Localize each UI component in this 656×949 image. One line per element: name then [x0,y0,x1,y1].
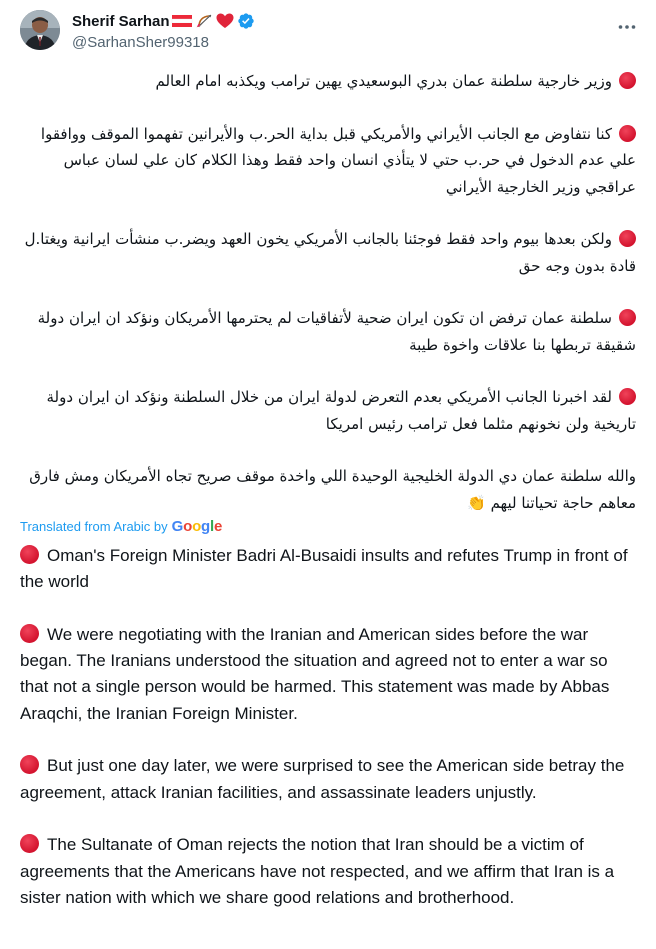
english-paragraph: The Sultanate of Oman rejects the notion that Iran should be a victim of agreements that the Americans have not respected, and we affirm that Iran is a sister nation with which we share good relations and brotherhood. [20,835,615,907]
red-circle-icon [619,230,636,247]
red-circle-icon [20,834,39,853]
clapping-hands-icon: 👏 [467,493,486,512]
translation-label[interactable]: Translated from Arabic by [20,519,168,534]
bow-and-arrow-icon [196,13,214,29]
tweet-header [20,6,640,56]
more-options-icon [617,17,637,37]
english-paragraph: Oman's Foreign Minister Badri Al-Busaidi insults and refutes Trump in front of the world [20,546,628,592]
display-name[interactable]: Sherif Sarhan [72,12,170,30]
more-options-button[interactable] [614,14,640,40]
red-circle-icon [20,545,39,564]
red-circle-icon [619,125,636,142]
verified-badge-icon[interactable] [237,12,255,30]
red-circle-icon [619,388,636,405]
red-circle-icon [20,624,39,643]
english-paragraph: But just one day later, we were surprised to see the American side betray the agreement, attack Iranian facilities, and assassinate leaders unjustly. [20,756,625,802]
avatar[interactable] [20,10,60,50]
arabic-paragraph: ولكن بعدها بيوم واحد فقط فوجئنا بالجانب الأمريكي يخون العهد ويضر.ب منشأت ايرانية ويغتا.ل قادة بدون وجه حق [24,230,636,275]
google-logo: Google [171,518,223,535]
tweet-text-english [20,543,638,937]
arabic-paragraph: وزير خارجية سلطنة عمان بدري البوسعيدي يهين ترامب ويكذبه امام العالم [20,68,636,95]
author-handle[interactable]: @SarhanSher99318 [72,34,209,51]
arabic-paragraph: والله سلطنة عمان دي الدولة الخليجية الوحيدة اللي واخدة موقف صريح تجاه الأمريكان ومش فارق معاهم حاجة تحياتنا ليهم 👏 [29,467,636,512]
english-paragraph: We were negotiating with the Iranian and American sides before the war began. The Iranians understood the situation and agreed not to enter a war so that not a single person would be harmed. This statement was made by Abbas Araqchi, the Iranian Foreign Minister. [20,624,610,723]
austria-flag-icon [171,14,193,28]
arabic-paragraph: سلطنة عمان ترفض ان تكون ايران ضحية لأتفاقيات لم يحترمها الأمريكان ونؤكد ان ايران دولة شقيقة تربطها بنا علاقات واخوة طيبة [37,309,636,354]
author-names [72,10,255,51]
arabic-paragraph: كنا نتفاوض مع الجانب الأيراني والأمريكي قبل بداية الحر.ب والأيرانين تفهموا الموقف ووافقوا علي عدم الدخول في حر.ب حتي لا يتأذي انسان واحد فقط وهذا الكلام كان علي لسان عباس عراقجي وزير الخارجية الأيراني [40,124,636,196]
translation-attribution[interactable] [20,518,222,535]
red-heart-icon [216,13,234,29]
tweet-text-arabic [20,68,636,542]
red-circle-icon [619,309,636,326]
red-circle-icon [619,72,636,89]
red-circle-icon [20,755,39,774]
arabic-paragraph: لقد اخبرنا الجانب الأمريكي بعدم التعرض لدولة ايران من خلال السلطنة ونؤكد ان ايران دولة تاريخية ولن نخونهم مثلما فعل ترامب رئيس امريكا [46,388,636,433]
